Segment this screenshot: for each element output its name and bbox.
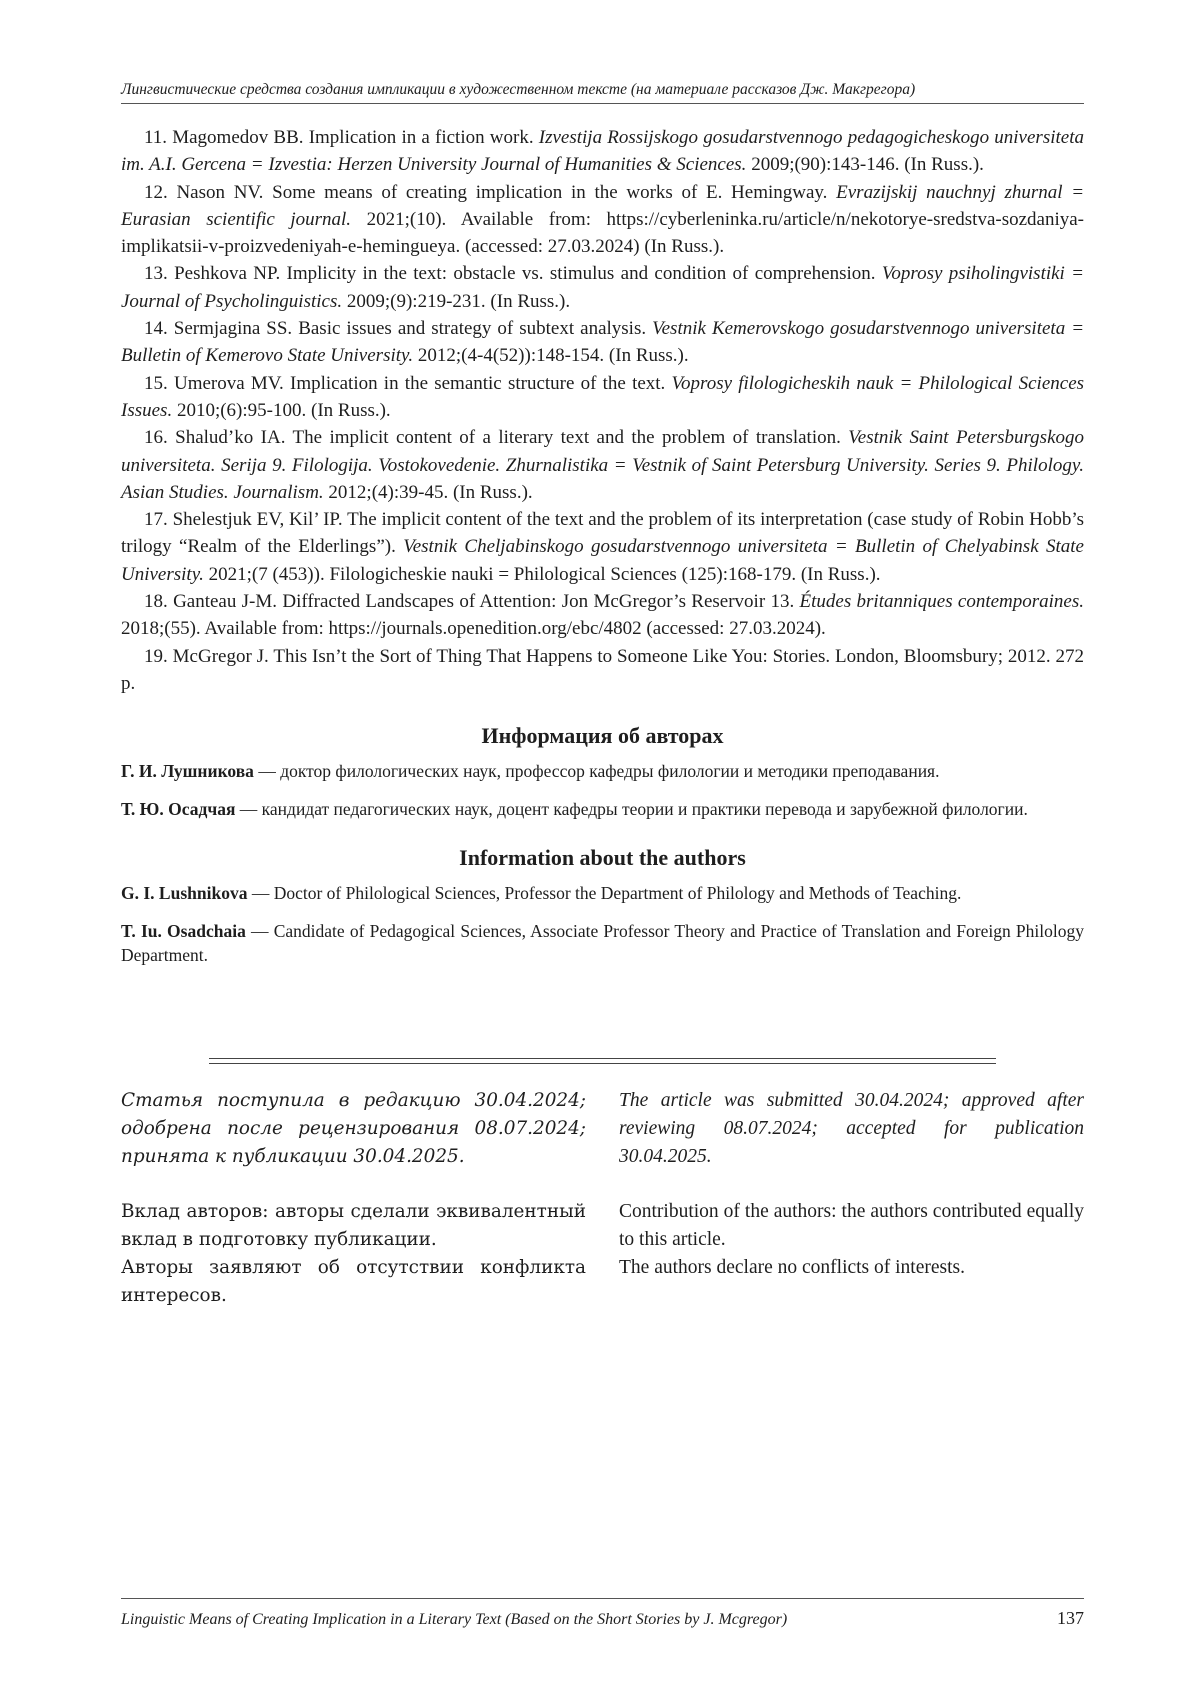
article-dates-ru: Статья поступила в редакцию 30.04.2024; одобрена после рецензирования 08.07.2024; принята к публикации 30.04.2025. — [121, 1090, 586, 1167]
conflicts-ru: Авторы заявляют об отсутствии конфликта интересов. — [121, 1257, 586, 1306]
reference-details: 2010;(6):95-100. (In Russ.). — [176, 399, 391, 421]
reference-title: Implicity in the text: obstacle vs. stimulus and condition of comprehension. — [286, 263, 876, 285]
contribution-en: Contribution of the authors: the authors contributed equally to this article. — [619, 1201, 1084, 1250]
footer-rule — [121, 1598, 1084, 1599]
article-dates-en: The article was submitted 30.04.2024; approved after reviewing 08.07.2024; accepted for publication 30.04.2025. — [619, 1090, 1084, 1167]
reference-details: 2009;(9):219-231. (In Russ.). — [346, 290, 571, 312]
reference-details: 2009;(90):143-146. (In Russ.). — [751, 154, 984, 176]
reference-authors: Shalud’ko IA. — [175, 427, 286, 449]
reference-source: Evrazijskij nauchnyj zhurnal = Eurasian scientific journal. — [121, 181, 1085, 230]
reference-authors: Magomedov BB. — [172, 127, 304, 148]
page — [121, 0, 1084, 1697]
reference-number: 11. — [144, 127, 168, 148]
reference-number: 14. — [144, 318, 168, 340]
running-head: Лингвистические средства создания импликации в художественном тексте (на материале рассказов Дж. Макгрегора) — [121, 81, 916, 98]
authors-info-heading-en: Information about the authors — [459, 845, 746, 871]
author-info-ru — [121, 759, 1084, 783]
reference-title: Implication in the semantic structure of the text. — [290, 372, 666, 394]
reference-source: Izvestija Rossijskogo gosudarstvennogo pedagogicheskogo universiteta im. A.I. Gercena = Izvestia: Herzen University Journal of Humanities & Sciences. — [121, 127, 1084, 176]
author-name: G. I. Lushnikova — [121, 883, 248, 904]
author-description: — Candidate of Pedagogical Sciences, Associate Professor Theory and Practice of Translation and Foreign Philology Department. — [121, 921, 1085, 966]
reference-item — [121, 124, 1084, 179]
reference-authors: Shelestjuk EV, Kil’ IP. — [172, 509, 343, 531]
author-info-en — [121, 881, 1084, 905]
reference-item — [121, 315, 1084, 370]
reference-authors: Umerova MV. — [173, 372, 284, 394]
authors-info-heading-ru: Информация об авторах — [481, 723, 724, 749]
author-description: — Doctor of Philological Sciences, Professor the Department of Philology and Methods of Teaching. — [251, 883, 962, 904]
header-rule — [121, 103, 1084, 104]
reference-title: The implicit content of a literary text and the problem of translation. — [292, 427, 841, 449]
reference-source: Études britanniques contemporaines. — [799, 591, 1085, 613]
reference-number: 16. — [144, 427, 168, 449]
reference-title: Implication in a fiction work. — [308, 127, 534, 148]
reference-item — [121, 370, 1084, 425]
author-description: — доктор филологических наук, профессор кафедры филологии и методики преподавания. — [258, 761, 940, 782]
contribution-ru: Вклад авторов: авторы сделали эквивалентный вклад в подготовку публикации. — [121, 1201, 586, 1250]
reference-authors: Nason NV. — [176, 181, 264, 203]
reference-item — [121, 506, 1084, 588]
reference-item — [121, 643, 1084, 698]
reference-authors: Peshkova NP. — [174, 263, 281, 285]
reference-title: The implicit content of the text and the problem of its interpretation (case study of Robin Hobb’s trilogy “Realm of the Elderlings”). — [121, 509, 1085, 558]
author-name: T. Iu. Osadchaia — [121, 921, 246, 942]
author-description: — кандидат педагогических наук, доцент кафедры теории и практики перевода и зарубежной филологии. — [239, 799, 1028, 820]
reference-item — [121, 260, 1084, 315]
page-number: 137 — [1057, 1608, 1084, 1628]
author-name: Т. Ю. Осадчая — [121, 799, 236, 820]
reference-title: This Isn’t the Sort of Thing That Happens to Someone Like You: Stories. London, Bloomsbury; 2012. 272 p. — [121, 645, 1085, 694]
reference-title: Basic issues and strategy of subtext analysis. — [298, 318, 647, 340]
reference-details: 2021;(10). Available from: https://cyberleninka.ru/article/n/nekotorye-sredstva-sozdaniya-implikatsii-v-proizvedeniyah-e-hemingueya. (accessed: 27.03.2024) (In Russ.). — [121, 208, 1085, 258]
author-info-en — [121, 919, 1084, 967]
reference-details: 2018;(55). Available from: https://journals.openedition.org/ebc/4802 (accessed: 27.03.2024). — [121, 618, 826, 640]
reference-number: 12. — [144, 181, 168, 203]
reference-number: 18. — [144, 591, 168, 613]
reference-number: 19. — [144, 645, 168, 667]
reference-number: 13. — [144, 263, 168, 285]
article-info-ru — [121, 1087, 586, 1310]
reference-source: Voprosy psiholingvistiki = Journal of Psycholinguistics. — [121, 263, 1084, 312]
reference-item — [121, 179, 1084, 261]
reference-source: Vestnik Cheljabinskogo gosudarstvennogo universiteta = Bulletin of Chelyabinsk State University. — [121, 536, 1084, 585]
reference-number: 15. — [144, 372, 168, 394]
section-divider — [209, 1058, 996, 1064]
reference-details: 2021;(7 (453)). Filologicheskie nauki = Philological Sciences (125):168-179. (In Russ.). — [208, 563, 881, 585]
author-info-ru — [121, 797, 1084, 821]
reference-source: Vestnik Saint Petersburgskogo universiteta. Serija 9. Filologija. Vostokovedenie. Zhurnalistika = Vestnik of Saint Petersburg University. Series 9. Philology. Asian Studies. Journalism. — [121, 427, 1084, 503]
reference-details: 2012;(4):39-45. (In Russ.). — [328, 481, 533, 503]
references-list — [121, 124, 1084, 967]
author-name: Г. И. Лушникова — [121, 761, 254, 782]
reference-details: 2012;(4-4(52)):148-154. (In Russ.). — [417, 345, 689, 367]
reference-item — [121, 588, 1084, 643]
reference-authors: McGregor J. — [172, 645, 269, 667]
reference-source: Voprosy filologicheskih nauk = Philological Sciences Issues. — [121, 372, 1085, 421]
reference-authors: Sermjagina SS. — [173, 318, 293, 340]
reference-number: 17. — [144, 509, 168, 531]
reference-authors: Ganteau J-M. — [173, 591, 278, 613]
running-foot: Linguistic Means of Creating Implication in a Literary Text (Based on the Short Stories by J. Mcgregor) — [121, 1611, 788, 1628]
reference-title: Diffracted Landscapes of Attention: Jon McGregor’s Reservoir 13. — [282, 591, 795, 613]
reference-source: Vestnik Kemerovskogo gosudarstvennogo universiteta = Bulletin of Kemerovo State University. — [121, 318, 1085, 367]
article-info-en — [619, 1087, 1084, 1282]
reference-item — [121, 424, 1084, 506]
conflicts-en: The authors declare no conflicts of interests. — [619, 1257, 966, 1278]
reference-title: Some means of creating implication in the works of E. Hemingway. — [272, 181, 828, 203]
